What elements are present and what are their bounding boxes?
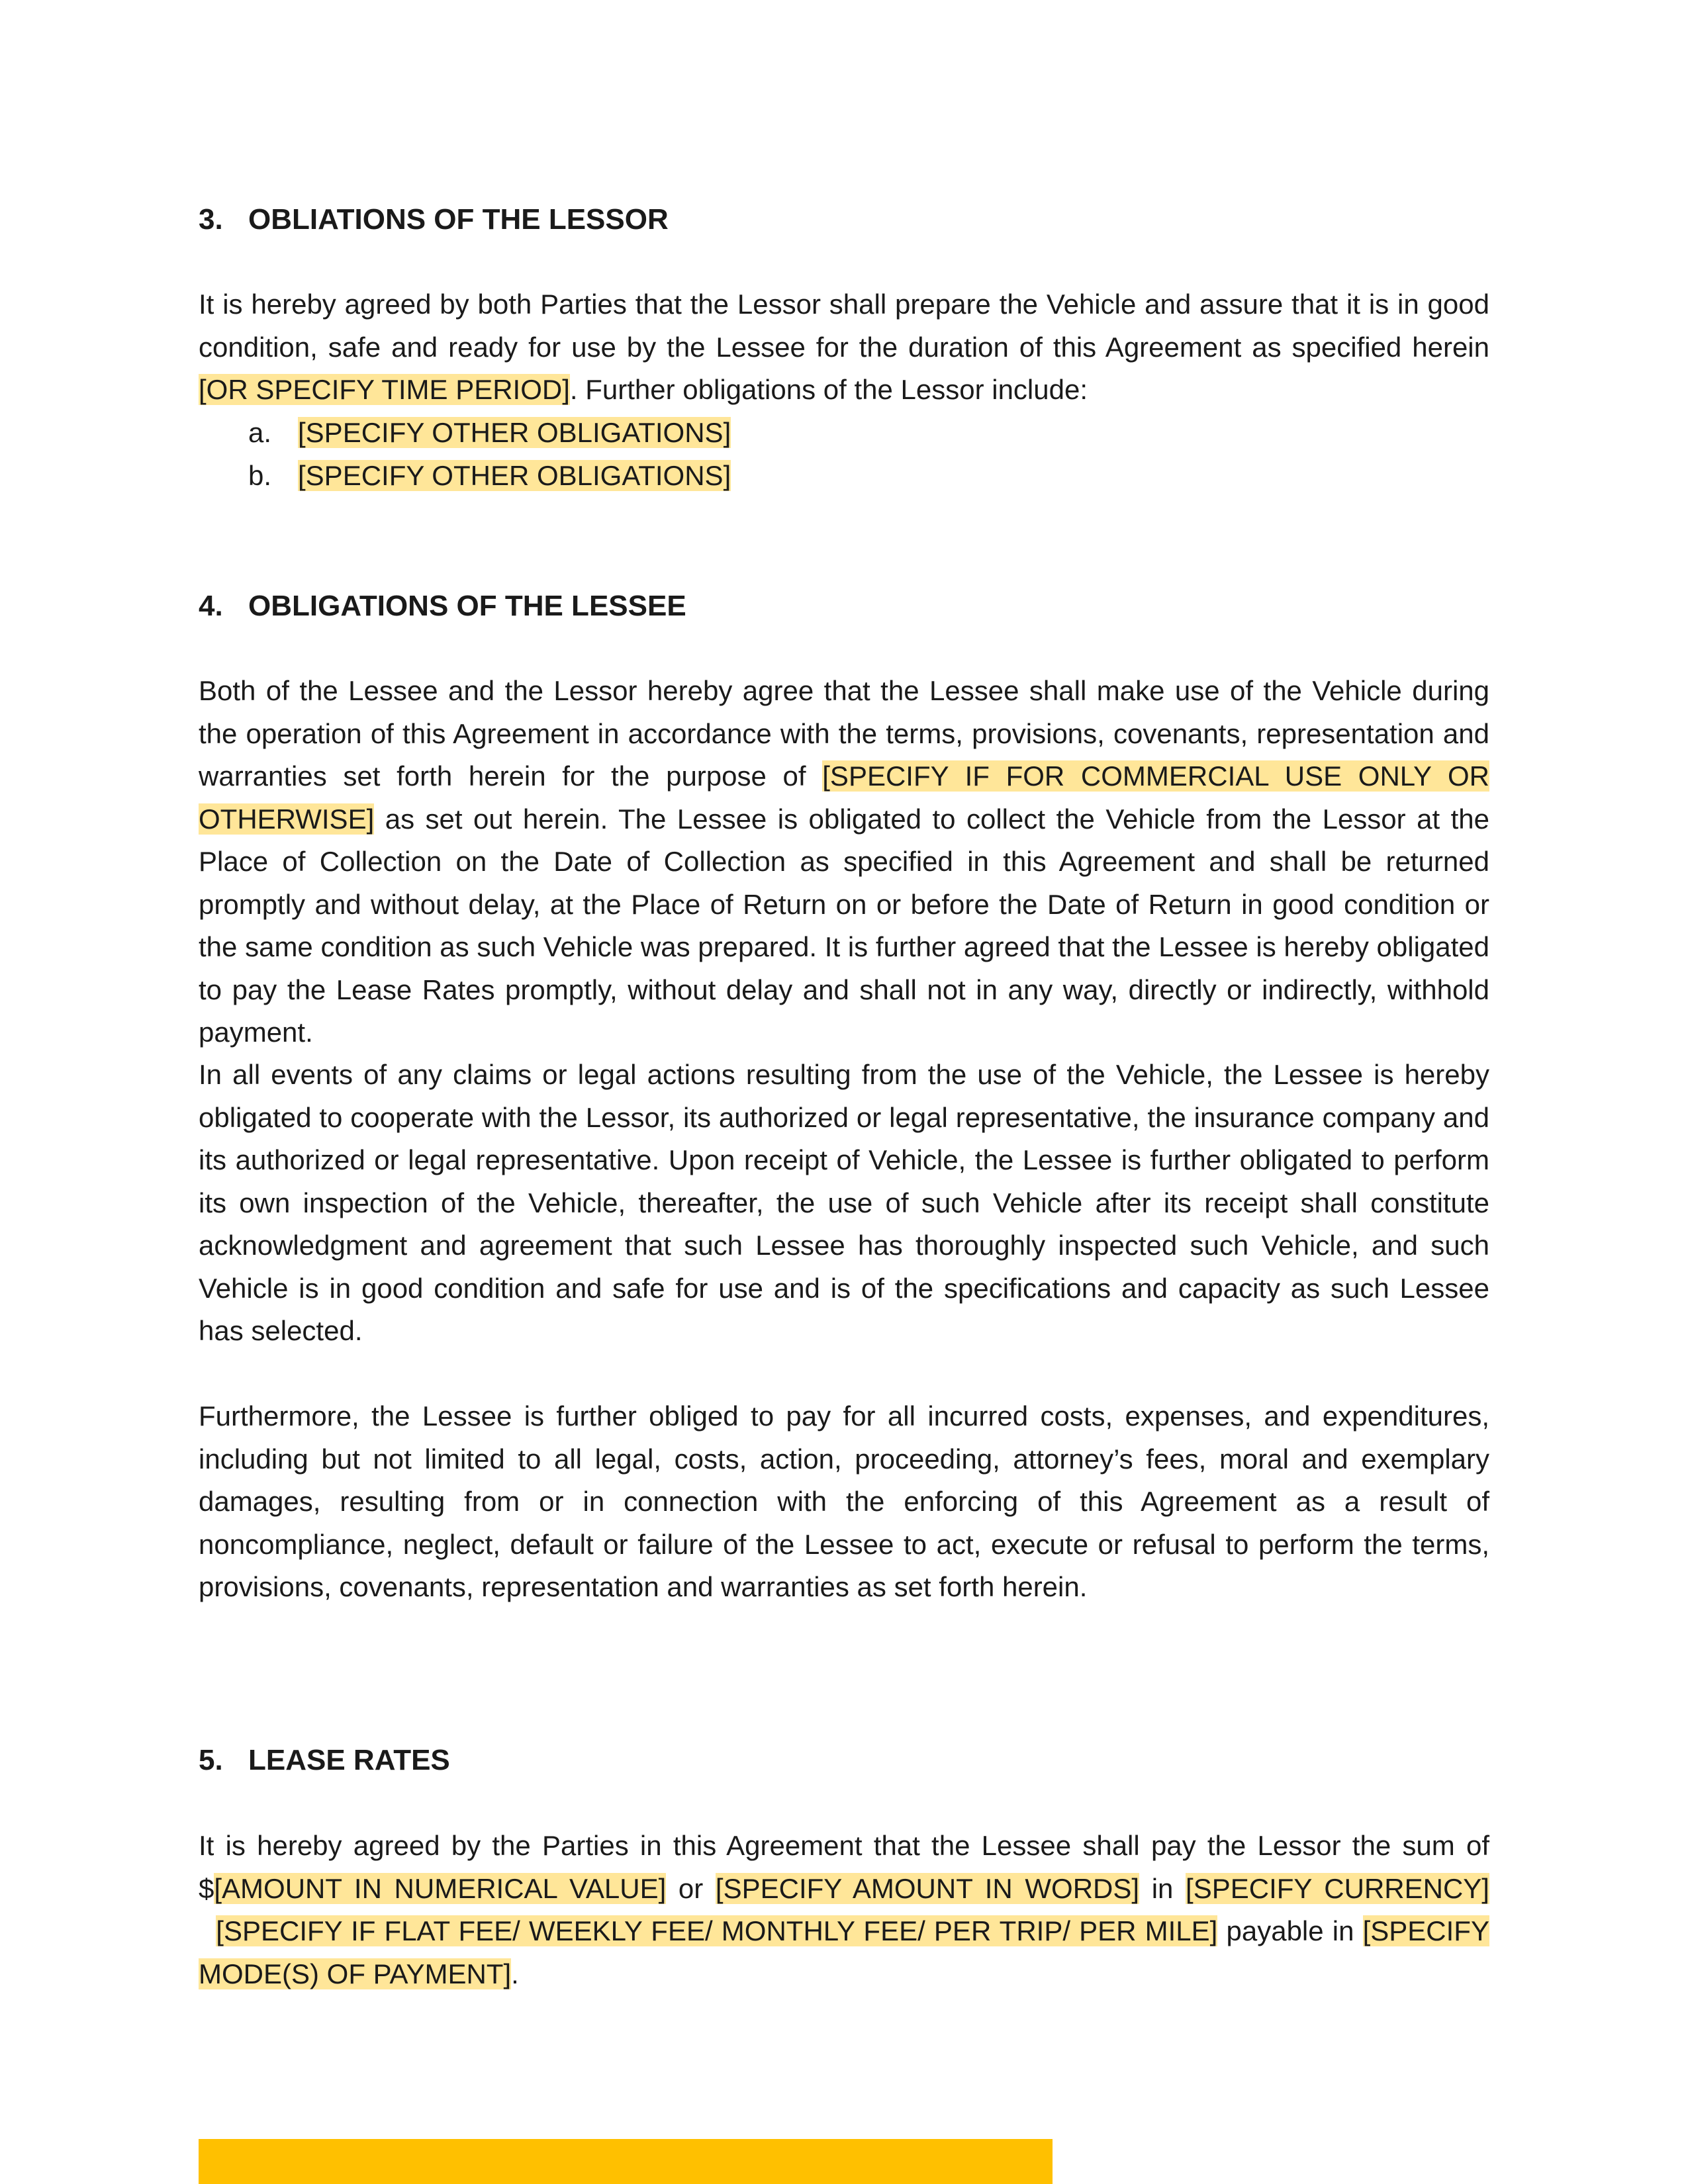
section-4-heading xyxy=(199,585,686,627)
section-4-placeholder-purpose: [SPECIFY IF FOR COMMERCIAL USE ONLY OR OTHERWISE] xyxy=(199,760,1489,835)
section-3-obligations-list xyxy=(248,412,731,497)
section-5-text-end: . xyxy=(511,1958,519,1989)
list-marker: b. xyxy=(248,459,272,491)
section-5-title: LEASE RATES xyxy=(248,1744,450,1776)
section-3-number: 3. xyxy=(199,203,223,236)
list-item-placeholder: [SPECIFY OTHER OBLIGATIONS] xyxy=(298,459,731,491)
list-item xyxy=(248,412,731,455)
section-5-number: 5. xyxy=(199,1744,223,1776)
placeholder-amount-numerical: [AMOUNT IN NUMERICAL VALUE] xyxy=(214,1872,667,1904)
placeholder-currency: [SPECIFY CURRENCY] xyxy=(1186,1872,1489,1904)
section-3-placeholder-time-period: [OR SPECIFY TIME PERIOD] xyxy=(199,374,570,405)
section-3-title: OBLIATIONS OF THE LESSOR xyxy=(248,203,669,236)
footer-accent-bar xyxy=(199,2139,1053,2184)
section-4-paragraph-2: In all events of any claims or legal actions resulting from the use of the Vehicle, the Lessee is hereby obligated to cooperate with the Lessor, its authorized or legal representative, the insurance company and its authorized or legal representative. Upon receipt of Vehicle, the Lessee is further obligated to perform its own inspection of the Vehicle, thereafter, the use of such Vehicle after its receipt shall constitute acknowledgment and agreement that such Lessee has thoroughly inspected such Vehicle, and such Vehicle is in good condition and safe for use and is of the specifications and capacity as such Lessee has selected. xyxy=(199,1059,1489,1346)
list-item-placeholder: [SPECIFY OTHER OBLIGATIONS] xyxy=(298,417,731,448)
section-4-paragraph-3: Furthermore, the Lessee is further obliged to pay for all incurred costs, expenses, and expenditures, including but not limited to all legal, costs, action, proceeding, attorney’s fees, moral and exemplary damages, resulting from or in connection with the enforcing of this Agreement as a result of noncompliance, neglect, default or failure of the Lessee to act, execute or refusal to perform the terms, provisions, covenants, representation and warranties as set forth herein. xyxy=(199,1400,1489,1602)
list-item xyxy=(248,455,731,498)
placeholder-amount-words: [SPECIFY AMOUNT IN WORDS] xyxy=(715,1872,1140,1904)
list-marker: a. xyxy=(248,417,272,448)
section-5-text-space xyxy=(199,1915,216,1946)
section-5-text-in: in xyxy=(1139,1872,1186,1904)
placeholder-fee-type: [SPECIFY IF FLAT FEE/ WEEKLY FEE/ MONTHLY FEE/ PER TRIP/ PER MILE] xyxy=(216,1915,1218,1946)
section-3-paragraph xyxy=(199,283,1489,412)
section-4-text-b: as set out herein. The Lessee is obligated to collect the Vehicle from the Lessor at the Place of Collection on the Date of Collection as specified in this Agreement and shall be returned promptly and without delay, at the Place of Return on or before the Date of Return in good condition or the same condition as such Vehicle was prepared. It is further agreed that the Lessee is hereby obligated to pay the Lease Rates promptly, without delay and shall not in any way, directly or indirectly, withhold payment. xyxy=(199,803,1489,1048)
section-5-heading xyxy=(199,1739,450,1782)
section-3-heading xyxy=(199,199,669,241)
section-3-text-b: . Further obligations of the Lessor include: xyxy=(569,374,1088,405)
section-4-title: OBLIGATIONS OF THE LESSEE xyxy=(248,590,686,622)
section-5-text-or: or xyxy=(666,1872,716,1904)
section-5-text-payable: payable in xyxy=(1217,1915,1363,1946)
placeholder-payment-mode: [SPECIFY MODE(S) OF PAYMENT] xyxy=(199,1915,1489,1989)
section-4-paragraph-1 xyxy=(199,670,1489,1054)
section-4-text-a: Both of the Lessee and the Lessor hereby agree that the Lessee shall make use of the Vehicle during the operation of this Agreement in accordance with the terms, provisions, covenants, representation and warranties set forth herein for the purpose of xyxy=(199,675,1489,792)
section-5-text-a: It is hereby agreed by the Parties in this Agreement that the Lessee shall pay the Lessor the sum of $ xyxy=(199,1830,1489,1904)
section-4-number: 4. xyxy=(199,590,223,622)
section-3-text-a: It is hereby agreed by both Parties that the Lessor shall prepare the Vehicle and assure that it is in good condition, safe and ready for use by the Lessee for the duration of this Agreement as specified herein xyxy=(199,289,1489,363)
section-5-paragraph xyxy=(199,1825,1489,1995)
